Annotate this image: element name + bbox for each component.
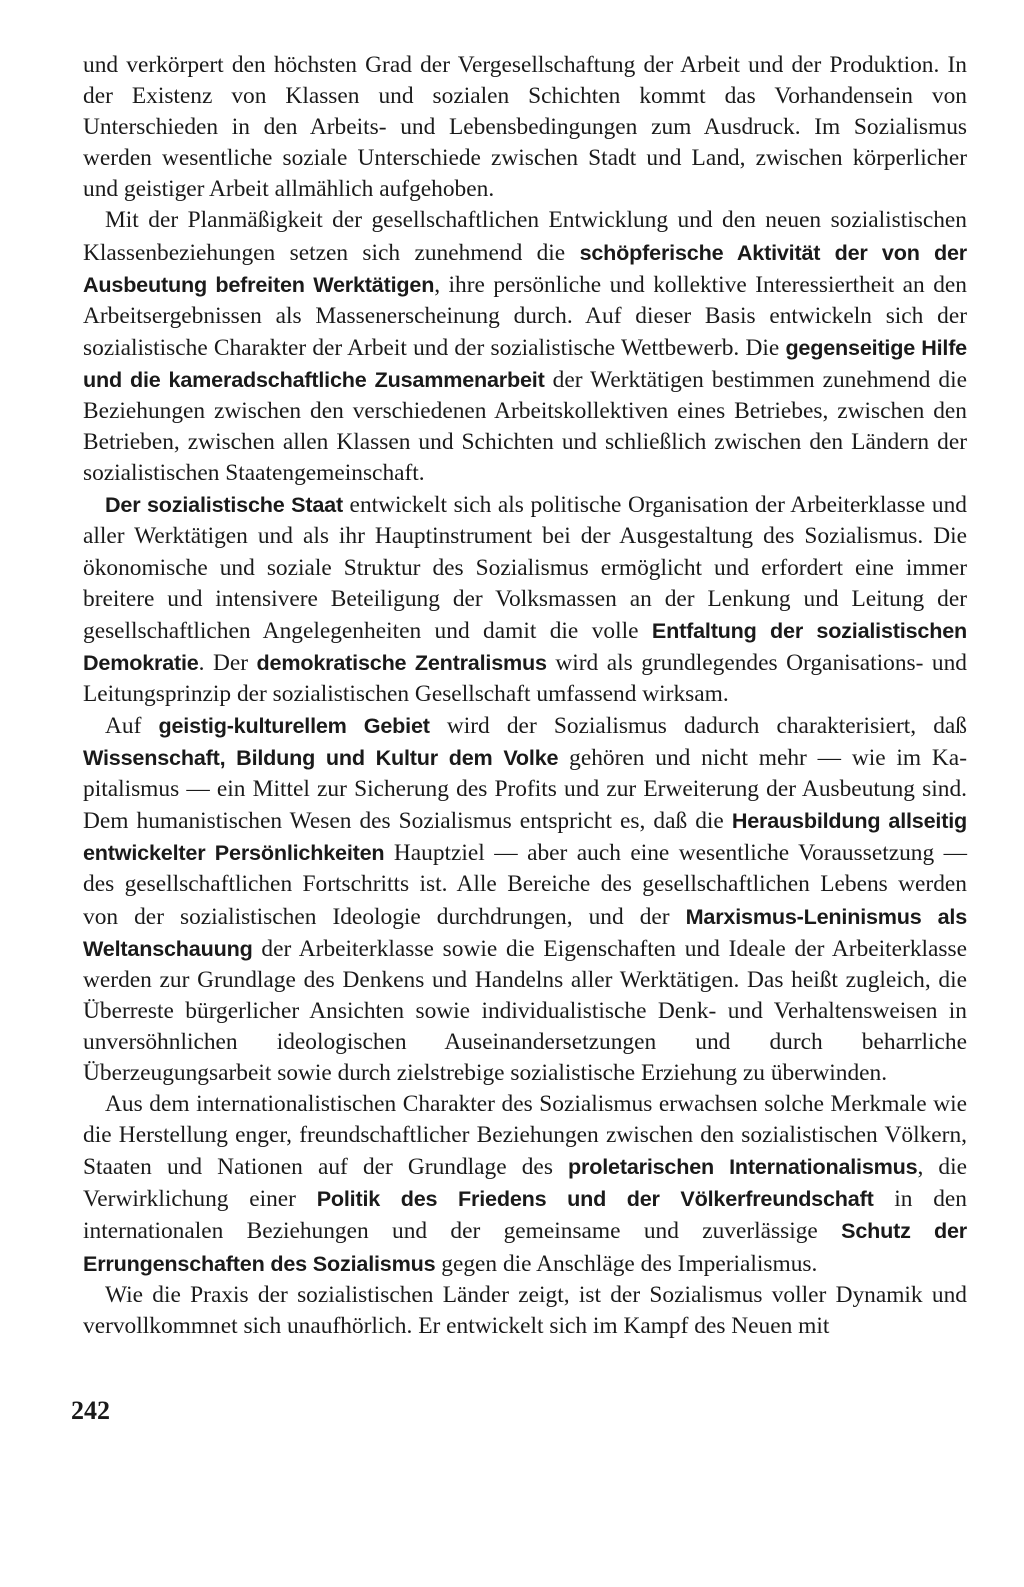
text-run: gehören und nicht mehr — wie im Kapitalismus — ein Mittel zur Sicherung des Profits und zur Erweiterung der Ausbeutung sind. Dem humanistischen Wesen des Sozialismus entspricht es, daß die bbox=[83, 745, 967, 835]
page-number: 242 bbox=[71, 1396, 110, 1425]
bold-term: proletarischen Internationalismus bbox=[568, 1154, 918, 1180]
page-body bbox=[83, 50, 967, 1342]
text-run: der Werktätigen bestimmen zunehmend die Beziehungen zwischen den verschiedenen Arbeitskollektiven eines Betriebes, zwischen den Betrieben, zwischen allen Klassen und Schichten und schließlich zwischen den Ländern der sozialistischen Staatengemeinschaft. bbox=[83, 366, 967, 487]
text-run: wird als grundlegendes Organisations- und Leitungsprinzip der sozialistischen Gesellschaft umfassend wirksam. bbox=[83, 649, 967, 707]
text-run: Mit der Planmäßigkeit der gesellschaftlichen Entwicklung und den neuen sozialistischen Klassenbeziehungen setzen sich zunehmend die bbox=[83, 207, 967, 266]
bold-term: gegenseitige Hilfe und die kameradschaftliche Zusammenarbeit bbox=[83, 334, 967, 392]
paragraph bbox=[83, 1280, 967, 1342]
bold-term: Marxismus-Leninismus als Weltanschauung bbox=[83, 903, 968, 961]
bold-term: Wissenschaft, Bildung und Kultur dem Volke bbox=[83, 745, 559, 771]
bold-term: demokratische Zentralismus bbox=[256, 649, 547, 675]
paragraph bbox=[83, 1089, 967, 1280]
paragraph bbox=[83, 710, 967, 1089]
text-run: der Arbeiterklasse sowie die Eigenschaften und Ideale der Arbeiterklasse werden zur Grundlage des Denkens und Handelns aller Werktätigen. Das heißt zugleich, die Überreste bürgerlicher Ansichten sowie individualistische Denk- und Verhaltensweisen in unversöhnlichen ideologischen Auseinandersetzungen und durch beharrliche Überzeugungsarbeit sowie durch zielstrebige sozialistische Erziehung zu überwinden. bbox=[83, 935, 967, 1086]
text-run: Auf bbox=[105, 712, 159, 739]
text-run: Hauptziel — aber auch eine wesentliche Voraussetzung — des gesellschaftlichen Fortschritts ist. Alle Bereiche des gesellschaftlichen Lebens werden von der sozialistischen Ideologie durchdrungen, und der bbox=[83, 840, 967, 930]
bold-term: schöpferische Aktivität der von der Ausbeutung befreiten Werktätigen bbox=[83, 239, 967, 297]
text-run: wird der Sozialismus dadurch charakterisiert, daß bbox=[429, 712, 967, 739]
text-run: Wie die Praxis der sozialistischen Länder zeigt, ist der Sozialismus voller Dynamik und vervollkommnet sich unaufhörlich. Er entwickelt sich im Kampf des Neuen mit bbox=[83, 1281, 967, 1339]
paragraph bbox=[83, 489, 967, 710]
text-run: . Der bbox=[198, 649, 257, 676]
paragraph bbox=[83, 50, 967, 205]
bold-term: Schutz der Errungenschaften des Sozialismus bbox=[83, 1218, 967, 1276]
bold-term: Herausbildung allseitig entwickelter Persönlichkeiten bbox=[83, 808, 967, 866]
bold-term: geistig-kulturellem Gebiet bbox=[158, 712, 430, 738]
text-run: in den internationalen Beziehungen und der gemeinsame und zuverlässige bbox=[83, 1186, 967, 1245]
bold-term: Der sozialistische Staat bbox=[105, 492, 343, 518]
text-run: , ihre persönliche und kollektive Interessiertheit an den Arbeitsergebnissen als Massenerscheinung durch. Auf dieser Basis entwickeln sich der sozialistische Charakter der Arbeit und der sozialistische Wettbewerb. Die bbox=[83, 271, 967, 361]
paragraph bbox=[83, 205, 967, 489]
text-run: entwickelt sich als politische Organisation der Arbeiterklasse und aller Werktätigen und als ihr Hauptinstrument bei der Ausgestaltung des Sozialismus. Die ökonomische und soziale Struktur des Sozialismus ermöglicht und erfordert eine immer breitere und intensivere Beteiligung der Volksmassen an der Lenkung und Leitung der gesellschaftlichen Angelegenheiten und damit die volle bbox=[83, 492, 967, 644]
bold-term: Entfaltung der sozialistischen Demokratie bbox=[83, 617, 967, 675]
text-run: gegen die Anschläge des Imperialismus. bbox=[435, 1250, 818, 1277]
text-run: Aus dem internationalistischen Charakter des Sozialismus erwachsen solche Merkmale wie die Herstellung enger, freundschaftlicher Beziehungen zwischen den sozialistischen Völkern, Staaten und Nationen auf der Grundlage des bbox=[83, 1091, 967, 1181]
text-run: , die Verwirklichung einer bbox=[83, 1154, 968, 1213]
text-run: und verkörpert den höchsten Grad der Vergesellschaftung der Arbeit und der Produktion. In der Existenz von Klassen und sozialen Schichten kommt das Vorhandensein von Unterschieden in den Arbeits- und Lebensbedingungen zum Ausdruck. Im Sozialismus werden wesentliche soziale Unterschiede zwischen Stadt und Land, zwischen körperlicher und geistiger Arbeit allmählich aufgehoben. bbox=[83, 52, 967, 203]
bold-term: Politik des Friedens und der Völkerfreundschaft bbox=[316, 1186, 874, 1212]
